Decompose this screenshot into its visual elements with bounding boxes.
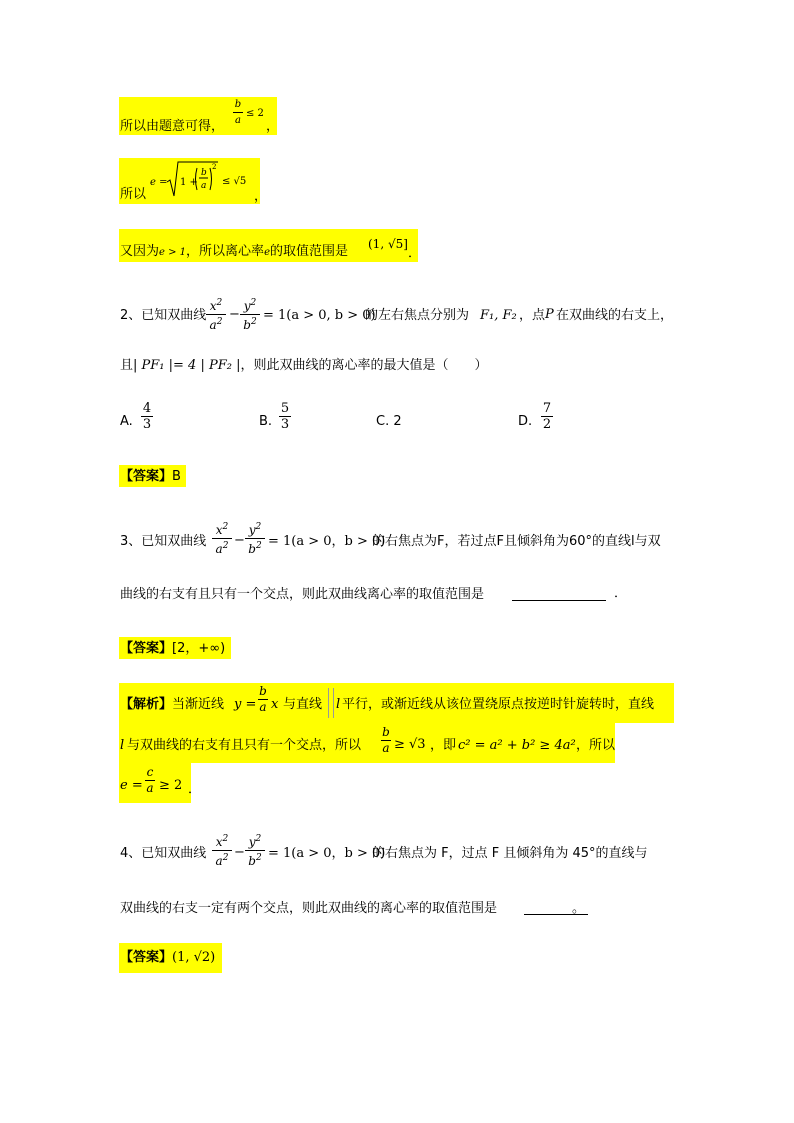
q3-blank xyxy=(512,600,606,601)
minus: − xyxy=(229,307,240,322)
q3-frac-y2-b2: $y^2$ $b^2$ xyxy=(245,521,265,556)
q2-option-b: B. xyxy=(259,414,273,429)
q4-text1: 的右焦点为 F，过点 F 且倾斜角为 45°的直线与 xyxy=(372,846,648,861)
sqrt-expression xyxy=(166,160,220,200)
q4-frac-x2-a2: $x^2$ $a^2$ xyxy=(212,833,232,868)
svg-text:a: a xyxy=(201,181,207,191)
svg-text:1 +: 1 + xyxy=(180,177,198,188)
q3-analysis-l1d: 平行，或渐近线从该位置绕原点按逆时针旋转时，直线 xyxy=(342,697,655,712)
q3-analysis-l1b: 与直线 xyxy=(283,697,323,712)
q4-answer: 【答案】(1, √2) xyxy=(120,950,216,965)
q3-text1: 的右焦点为F，若过点F且倾斜角为60°的直线l与双 xyxy=(372,534,661,549)
q4-line2-end: 。 xyxy=(572,901,586,916)
q2-mid: 的左右焦点分别为 xyxy=(365,308,470,323)
cursor-mark xyxy=(328,688,334,718)
ratio-c-a: c a xyxy=(146,765,154,795)
q2-option-c: C. 2 xyxy=(376,414,402,429)
line-l: l xyxy=(120,738,125,753)
svg-text:b: b xyxy=(201,168,207,178)
q2-prefix: 2、已知双曲线 xyxy=(120,308,207,323)
q3-line2: 曲线的右支有且只有一个交点，则此双曲线离心率的取值范围是 xyxy=(120,587,485,602)
q3-frac-x2-a2: $x^2$ $a^2$ xyxy=(212,521,232,556)
e-equals: e = xyxy=(150,177,168,188)
asymptote-x: x xyxy=(271,697,279,712)
q2-option-d-frac: 7 2 xyxy=(542,401,552,432)
q3-analysis-l1: 【解析】当渐近线 xyxy=(120,697,225,712)
solution-line-3: 又因为e > 1，所以离心率e的取值范围是 xyxy=(120,244,348,259)
q3-prefix: 3、已知双曲线 xyxy=(120,534,207,549)
line-l: l xyxy=(336,697,341,712)
q3-analysis-l2f: ，所以 xyxy=(576,738,616,753)
q4-prefix: 4、已知双曲线 xyxy=(120,846,207,861)
period: ． xyxy=(188,782,202,797)
ratio-b-over-a: b a xyxy=(234,99,242,126)
q2-tail2: 在双曲线的右支上， xyxy=(556,308,674,323)
ge-2: ≥ 2 xyxy=(159,778,183,793)
ratio-b-a: b a xyxy=(382,725,390,755)
q2-point-p: P xyxy=(545,307,554,322)
asymptote-frac: b a xyxy=(259,684,267,714)
le-sqrt5: ≤ √5 xyxy=(222,176,247,187)
q2-option-d: D. xyxy=(518,414,533,429)
q3-analysis-l2b: 与双曲线的右支有且只有一个交点，所以 xyxy=(127,738,362,753)
comma: ， xyxy=(254,189,268,204)
ge-sqrt3: ≥ √3 xyxy=(394,737,426,752)
comma: ， xyxy=(266,119,280,134)
q2-option-a: A. xyxy=(120,414,133,429)
q3-analysis-l2d: ，即 xyxy=(430,738,457,753)
range-result: (1, √5] xyxy=(368,237,408,251)
e-equals: e = xyxy=(120,778,143,793)
solution-line-2: 所以 xyxy=(120,187,147,202)
q2-eq-rest: = 1(a > 0, b > 0) xyxy=(263,308,376,323)
q3-line2-end: ． xyxy=(614,586,628,601)
ineq-le-2: ≤ 2 xyxy=(246,108,264,119)
q2-answer: 【答案】B xyxy=(120,469,181,484)
q4-eq-rest: = 1(a > 0，b > 0) xyxy=(268,846,386,861)
q3-eq-rest: = 1(a > 0，b > 0) xyxy=(268,534,386,549)
q2-option-a-frac: 4 3 xyxy=(142,401,152,432)
solution-line-1: 所以由题意可得， xyxy=(120,119,225,134)
q2-frac-y2-b2: $y^2$ $b^2$ xyxy=(240,297,260,332)
asymptote-eq: y = xyxy=(234,697,257,712)
svg-text:2: 2 xyxy=(212,163,217,171)
q2-option-b-frac: 5 3 xyxy=(280,401,290,432)
q2-foci: F₁, F₂ xyxy=(480,308,517,323)
q3-answer: 【答案】[2，+∞) xyxy=(120,641,226,656)
c2-inequality: c² = a² + b² ≥ 4a² xyxy=(458,738,576,753)
q2-line2: 且| PF₁ |= 4 | PF₂ |，则此双曲线的离心率的最大值是（ ） xyxy=(120,358,488,373)
q4-line2: 双曲线的右支一定有两个交点，则此双曲线的离心率的取值范围是 xyxy=(120,901,498,916)
minus: − xyxy=(234,845,245,860)
q2-frac-x2-a2: $x^2$ $a^2$ xyxy=(206,297,226,332)
q4-frac-y2-b2: $y^2$ $b^2$ xyxy=(245,833,265,868)
minus: − xyxy=(234,533,245,548)
q2-tail: ，点 xyxy=(519,308,546,323)
period: ． xyxy=(408,246,422,261)
